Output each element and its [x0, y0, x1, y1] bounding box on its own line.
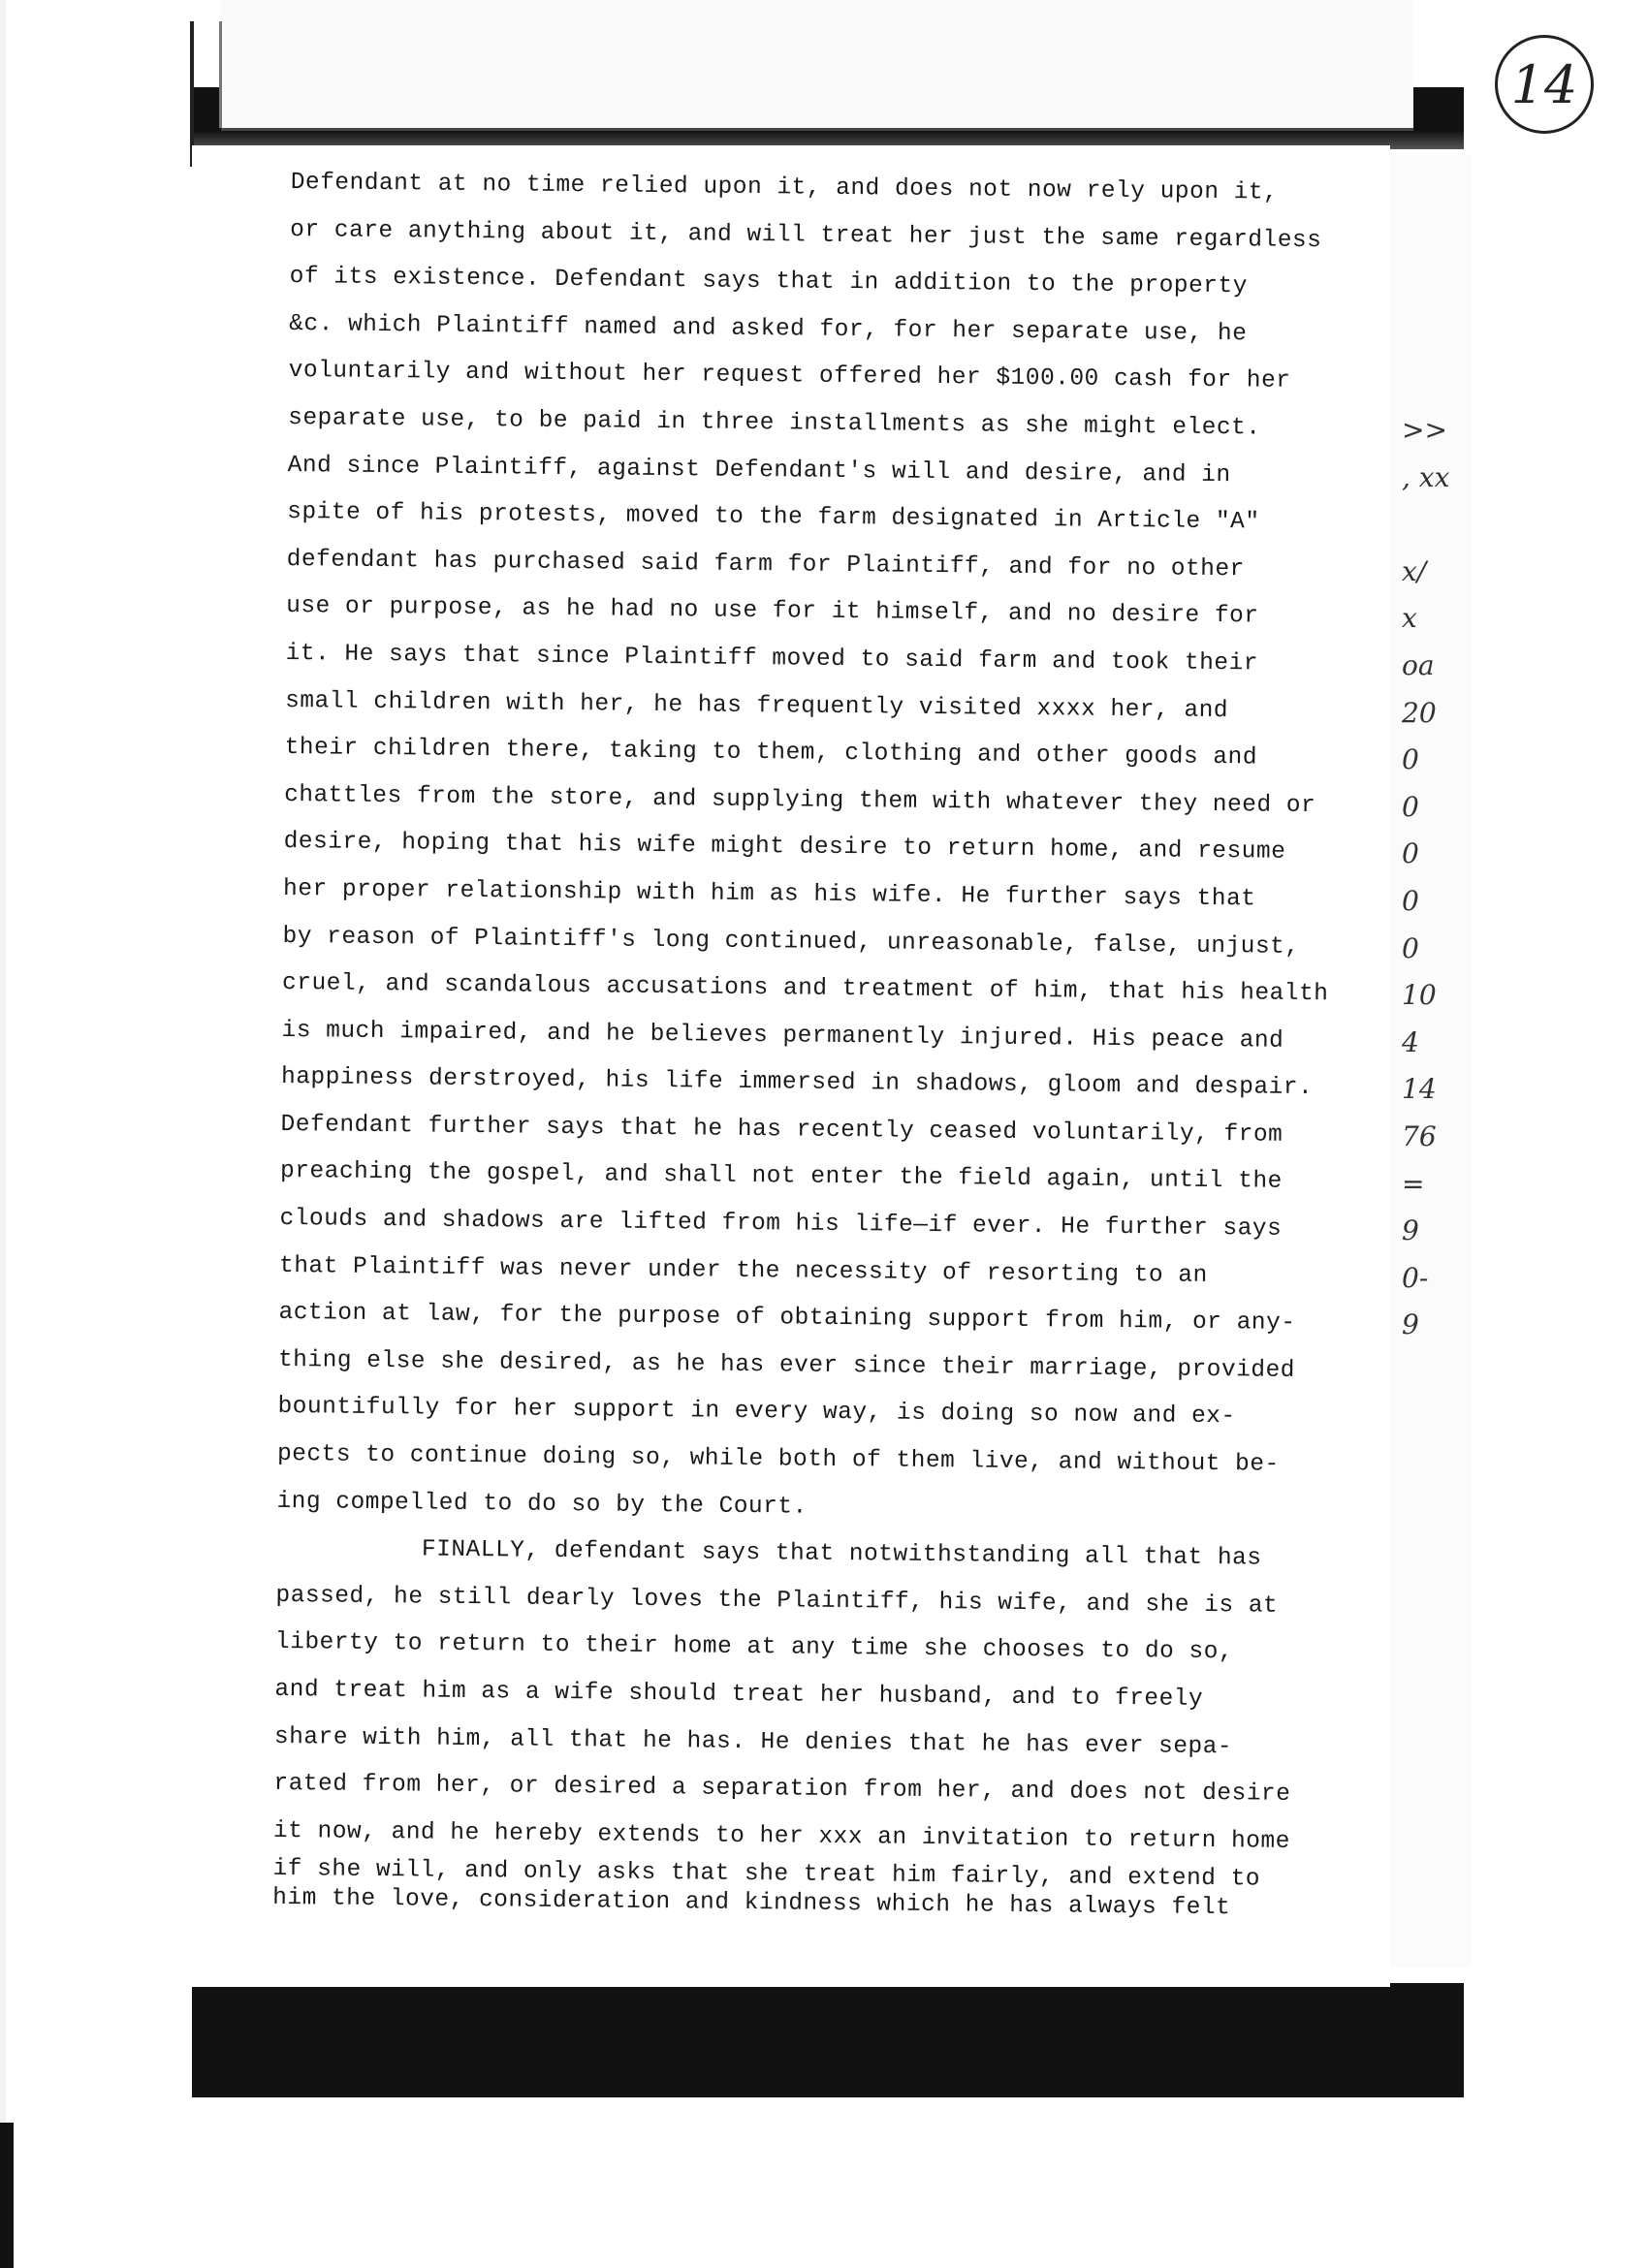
scan-edge: [0, 0, 6, 2268]
margin-mark: [1402, 501, 1460, 549]
page-number: 14: [1510, 53, 1578, 115]
scan-edge-rule: [219, 21, 222, 128]
text-line-finally: FINALLY, defendant says that notwithstanding all that has: [421, 1536, 1262, 1572]
text-line: that Plaintiff was never under the necessity of resorting to an: [278, 1252, 1208, 1289]
text-line: chattles from the store, and supplying them with whatever they need or: [283, 781, 1316, 819]
text-line: or care anything about it, and will treat her just the same regardless: [290, 216, 1322, 254]
text-line: And since Plaintiff, against Defendant's will and desire, and in: [287, 452, 1231, 488]
text-line: if she will, and only asks that she treat him fairly, and extend to: [272, 1856, 1261, 1893]
text-line: ing compelled to do so by the Court.: [276, 1488, 808, 1521]
typed-body-text: [272, 160, 1406, 1925]
page-number-circle: [1495, 35, 1594, 134]
text-line: him the love, consideration and kindness which he has always felt: [272, 1885, 1231, 1922]
margin-mark: 20: [1402, 696, 1437, 729]
margin-marks: [1402, 407, 1460, 1349]
margin-mark: >>: [1402, 414, 1447, 446]
scan-bottom-shadow: [192, 1983, 1464, 2097]
margin-mark: x: [1402, 602, 1417, 635]
margin-mark: 14: [1402, 1073, 1437, 1106]
margin-mark: , xx: [1402, 460, 1450, 493]
text-line: cruel, and scandalous accusations and treatment of him, that his health: [281, 970, 1329, 1008]
text-line: preaching the gospel, and shall not enter the field again, until the: [279, 1158, 1283, 1196]
margin-mark: 0: [1402, 837, 1419, 870]
text-line: it now, and he hereby extends to her xxx an invitation to return home: [272, 1817, 1290, 1855]
text-line: happiness derstroyed, his life immersed in shadows, gloom and despair.: [280, 1064, 1314, 1102]
text-line: Defendant further says that he has recently ceased voluntarily, from: [280, 1111, 1284, 1149]
text-line: use or purpose, as he had no use for it himself, and no desire for: [286, 593, 1259, 630]
text-line: thing else she desired, as he has ever since their marriage, provided: [277, 1346, 1296, 1384]
text-line: pects to continue doing so, while both of them live, and without be-: [276, 1440, 1280, 1478]
text-line: action at law, for the purpose of obtaining support from him, or any-: [278, 1300, 1296, 1338]
text-line: it. He says that since Plaintiff moved to said farm and took their: [285, 640, 1259, 677]
margin-mark: 0: [1402, 790, 1419, 823]
text-line: her proper relationship with him as his wife. He further says that: [282, 875, 1256, 913]
text-line: small children with her, he has frequently visited xxxx her, and: [285, 687, 1229, 724]
text-line: bountifully for her support in every way, is doing so now and ex-: [277, 1394, 1236, 1431]
margin-mark: 4: [1402, 1025, 1419, 1058]
text-line: passed, he still dearly loves the Plaintiff, his wife, and she is at: [275, 1582, 1279, 1620]
text-line: is much impaired, and he believes permanently injured. His peace and: [281, 1017, 1284, 1055]
margin-mark: 0: [1402, 743, 1419, 776]
margin-mark: =: [1402, 1167, 1425, 1200]
margin-mark: 10: [1402, 979, 1437, 1012]
text-line: Defendant at no time relied upon it, and does not now rely upon it,: [290, 169, 1279, 206]
text-line: spite of his protests, moved to the farm designated in Article "A": [287, 499, 1260, 536]
text-line: their children there, taking to them, clothing and other goods and: [284, 735, 1258, 772]
margin-mark: 9: [1402, 1214, 1419, 1247]
scan-mark: [0, 2123, 14, 2268]
text-line: defendant has purchased said farm for Plaintiff, and for no other: [286, 546, 1245, 583]
text-line: separate use, to be paid in three installments as she might elect.: [288, 404, 1261, 442]
text-line: and treat him as a wife should treat her husband, and to freely: [274, 1676, 1204, 1713]
text-line: share with him, all that he has. He denies that he has ever sepa-: [273, 1723, 1233, 1760]
margin-mark: 0-: [1402, 1261, 1429, 1294]
text-line: rated from her, or desired a separation from her, and does not desire: [273, 1771, 1291, 1809]
folded-paper-top: [221, 0, 1413, 131]
margin-mark: 9: [1402, 1308, 1419, 1341]
margin-mark: x/: [1402, 554, 1427, 587]
margin-mark: oa: [1402, 648, 1435, 681]
text-line: voluntarily and without her request offered her $100.00 cash for her: [288, 358, 1291, 395]
margin-mark: 0: [1402, 931, 1419, 964]
text-line: clouds and shadows are lifted from his life—if ever. He further says: [279, 1206, 1283, 1243]
margin-mark: 76: [1402, 1119, 1437, 1152]
text-line: by reason of Plaintiff's long continued, unreasonable, false, unjust,: [282, 923, 1300, 961]
text-line: desire, hoping that his wife might desire to return home, and resume: [283, 829, 1286, 866]
text-line: &c. which Plaintiff named and asked for, for her separate use, he: [289, 310, 1248, 348]
margin-mark: 0: [1402, 884, 1419, 917]
text-line: liberty to return to their home at any time she chooses to do so,: [274, 1629, 1234, 1666]
text-line: of its existence. Defendant says that in addition to the property: [289, 264, 1248, 300]
